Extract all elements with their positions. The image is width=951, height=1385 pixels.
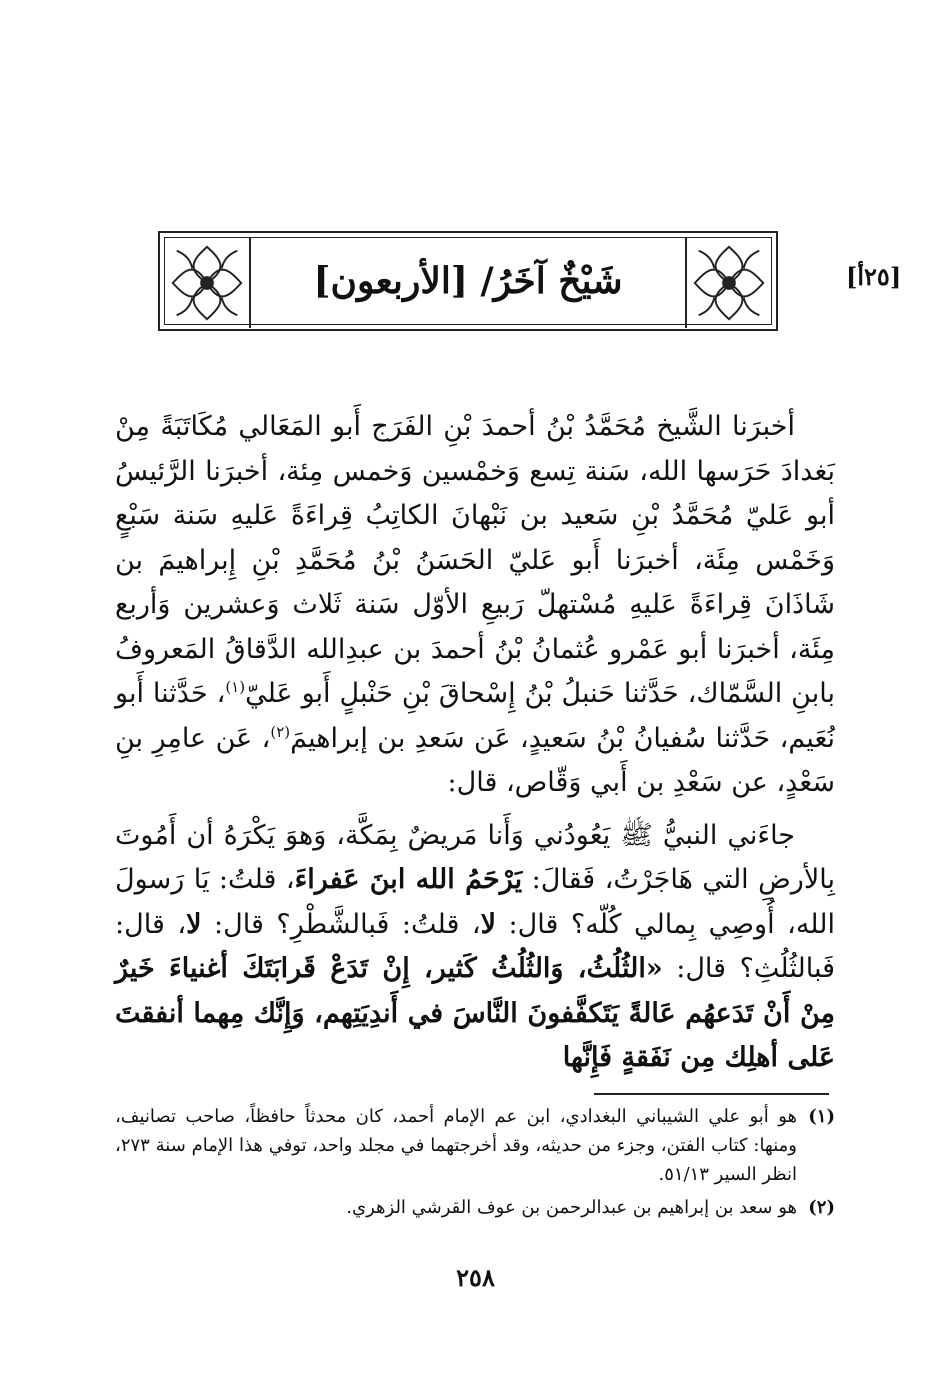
- manuscript-folio-marker: [٢٥أ]: [846, 262, 902, 291]
- footnote-ref: (٢): [270, 722, 291, 741]
- floral-ornament-icon: [685, 238, 771, 328]
- hadith-text: ، قال: فَبالثُلُثِ؟ قال:: [115, 908, 836, 984]
- hadith-text: ، قلتُ: فَبالشَّطْرِ؟ قال:: [201, 908, 481, 940]
- footnote: [115, 1102, 835, 1189]
- hadith-prophet-words: «الثُلُثُ، وَالثُلُثُ كَثير، إِنْ تَدَعْ قَرابَتَكَ أغنياءَ خَيرٌ مِنْ أَنْ تَدَعهُم عَالةً يَتَكفَّفونَ النَّاسَ في أَندِيَتِهم، وَإِنَّك مِهما أنفقتَ عَلى أهلِك مِن نَفَقةٍ فَإِنَّها: [115, 953, 835, 1073]
- hadith-prophet-words: يَرْحَمُ الله ابنَ عَفراءَ: [294, 864, 523, 895]
- hadith-text: جاءَني النبيُّ ﷺ يَعُودُني وَأَنا مَريضٌ بِمَكَّة، وَهوَ يَكْرَهُ أن أَمُوتَ بِالأرضِ التي هَاجَرْتُ، فَقالَ:: [115, 819, 835, 895]
- footnote-number: (٢): [808, 1197, 835, 1218]
- title-inner-border: [164, 237, 772, 325]
- footnote-ref: (١): [225, 678, 246, 696]
- page-number: ٢٥٨: [456, 1263, 495, 1292]
- isnad-paragraph: [115, 405, 835, 806]
- hadith-text: ، قلتُ: يَا رَسولَ الله، أُوصِي بِمالي كُلّه؟ قال:: [115, 864, 835, 940]
- footnote-number: (١): [808, 1106, 835, 1127]
- isnad-text: أخبرَنا الشَّيخ مُحَمَّدُ بْنُ أحمدَ بْنِ الفَرَج أَبو المَعَالي مُكَاتَبَةً مِنْ بَغدادَ حَرَسها الله، سَنة تِسع وَخمْسين وَخمس مِئة، أخبرَنا الرَّئيسُ أبو عَليّ مُحَمَّدُ بْنِ سَعيد بن نَبْهانَ الكاتِبُ قِراءَةً عَليهِ سَنة سَبْعٍ وَخَمْس مِئَة، أخبرَنا أَبو عَليّ الحَسَنُ بْنُ مُحَمَّدِ بْنِ إِبراهيمَ بن شَاذَانَ قِراءَةً عَليهِ مُسْتهلّ رَبيعِ الأوّل سَنة ثَلاث وَعشرين وَأربع مِئَة، أخبرَنا أبو عَمْرو عُثمانُ بْنُ أحمدَ بن عبدِالله الدَّقاقُ المَعروفُ بابنِ السَّمّاك، حَدَّثنا حَنبلُ بْنُ إِسْحاقَ بْنِ حَنْبلٍ أَبو عَليّ: [115, 411, 835, 709]
- isnad-text: ، حَدَّثنا أَبو نُعَيم، حَدَّثنا سُفيانُ بْنُ سَعيدٍ، عَن سَعدِ بن إبراهيمَ: [115, 678, 835, 754]
- floral-ornament-icon: [165, 238, 251, 328]
- footnote-text: هو سعد بن إبراهيم بن عبدالرحمن بن عوف القرشي الزهري.: [346, 1197, 797, 1218]
- hadith-paragraph: [115, 814, 835, 1081]
- footnote: [115, 1193, 835, 1222]
- hadith-prophet-words: لا: [186, 908, 202, 940]
- isnad-text: ، عَن عامِرِ بنِ سَعْدٍ، عن سَعْدِ بن أَبي وَقّاص، قال:: [115, 722, 835, 798]
- chapter-title: شَيْخٌ آخَرُ/ [الأربعون]: [313, 260, 623, 302]
- chapter-title-frame: [158, 231, 778, 331]
- footnotes: [115, 1102, 835, 1226]
- footnote-separator: [594, 1093, 829, 1095]
- main-text: [115, 405, 835, 1081]
- footnote-text: هو أبو علي الشيباني البغدادي، ابن عم الإمام أحمد، كان محدثاً حافظاً، صاحب تصانيف، ومنها: كتاب الفتن، وجزء من حديثه، وقد أخرجتهما في مجلد واحد، توفي هذا الإمام سنة ٢٧٣، انظر السير ٥١/١٣.: [115, 1106, 797, 1185]
- hadith-prophet-words: لا: [480, 908, 496, 940]
